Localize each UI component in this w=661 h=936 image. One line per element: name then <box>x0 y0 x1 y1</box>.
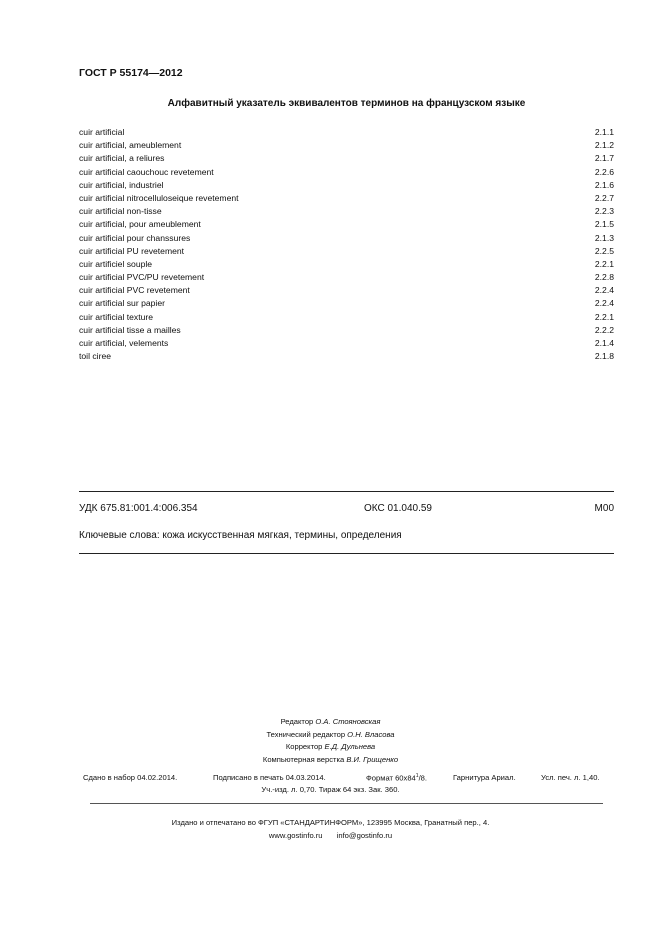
index-ref: 2.1.4 <box>594 338 614 348</box>
print-sheets: Усл. печ. л. 1,40. <box>541 773 600 782</box>
corrector-name: Е.Д. Дульнева <box>324 742 376 751</box>
publisher-info: Издано и отпечатано во ФГУП «СТАНДАРТИНФОРМ», 123995 Москва, Гранатный пер., 4. <box>171 818 490 827</box>
index-row <box>79 311 614 324</box>
index-term: toil ciree <box>79 351 111 362</box>
index-row <box>79 245 614 258</box>
index-ref: 2.2.2 <box>594 324 614 335</box>
index-term: cuir artificial nitrocelluloseique revetement <box>79 192 239 203</box>
index-ref: 2.2.4 <box>594 298 614 309</box>
index-term: cuir artificiel souple <box>79 258 153 269</box>
index-term: cuir artificial non-tisse <box>79 206 162 217</box>
index-term: cuir artificial, pour ameublement <box>79 219 201 230</box>
index-row <box>79 179 614 192</box>
credits-block <box>0 716 661 766</box>
index-term: cuir artificial, ameublement <box>79 140 182 151</box>
index-row <box>79 205 614 218</box>
index-row <box>79 350 614 363</box>
website-link[interactable]: www.gostinfo.ru <box>268 831 323 840</box>
top-divider <box>79 491 614 492</box>
tech-editor-name: О.Н. Власова <box>347 729 395 739</box>
index-term: cuir artificial PVC revetement <box>79 285 190 296</box>
index-row <box>79 324 614 337</box>
term-index-list <box>79 126 614 363</box>
index-term: cuir artificial sur papier <box>79 298 165 309</box>
index-ref: 2.1.5 <box>594 219 614 230</box>
index-term: cuir artificial PU revetement <box>79 245 185 256</box>
signed-date: Подписано в печать 04.03.2014. <box>213 773 326 782</box>
index-row <box>79 337 614 350</box>
index-term: cuir artificial tisse a mailles <box>79 324 181 335</box>
index-ref: 2.2.4 <box>594 285 614 296</box>
index-ref: 2.2.6 <box>594 166 614 177</box>
index-ref: 2.2.5 <box>594 245 614 256</box>
oks-code: ОКС 01.040.59 <box>364 503 432 514</box>
index-term: cuir artificial caouchouc revetement <box>79 166 214 177</box>
index-ref: 2.2.7 <box>594 192 614 203</box>
index-term: cuir artificial pour chanssures <box>79 232 191 243</box>
index-ref: 2.1.1 <box>594 127 614 137</box>
index-row <box>79 271 614 284</box>
index-ref: 2.1.7 <box>594 153 614 164</box>
tech-editor-line <box>0 729 661 742</box>
submitted-date: Сдано в набор 04.02.2014. <box>83 773 178 782</box>
layout-name: В.И. Грищенко <box>346 754 399 764</box>
index-row <box>79 284 614 297</box>
index-row <box>79 192 614 205</box>
format-suffix: /8. <box>418 773 428 783</box>
contacts-row <box>0 831 661 840</box>
udk-code: УДК 675.81:001.4:006.354 <box>79 503 198 514</box>
document-code: ГОСТ Р 55174—2012 <box>79 67 183 79</box>
corrector-label: Корректор <box>285 742 323 751</box>
tech-editor-label: Технический редактор <box>266 729 346 739</box>
index-ref: 2.1.8 <box>594 351 614 362</box>
editor-line <box>0 716 661 729</box>
classification-row <box>79 503 614 517</box>
page-title: Алфавитный указатель эквивалентов терминов на французском языке <box>167 98 526 109</box>
layout-label: Компьютерная верстка <box>262 754 345 764</box>
editor-name: О.А. Стояновская <box>315 717 381 726</box>
corrector-line <box>0 741 661 754</box>
index-term: cuir artificial, velements <box>79 338 169 348</box>
index-row <box>79 126 614 139</box>
index-term: cuir artificial <box>79 127 125 137</box>
index-ref: 2.2.3 <box>594 206 614 217</box>
index-ref: 2.1.6 <box>594 179 614 190</box>
email-link[interactable]: info@gostinfo.ru <box>336 831 393 840</box>
index-ref: 2.2.1 <box>594 311 614 322</box>
layout-line <box>0 754 661 767</box>
editor-label: Редактор <box>280 717 314 726</box>
index-ref: 2.1.3 <box>594 232 614 243</box>
index-ref: 2.1.2 <box>594 140 614 151</box>
index-ref: 2.2.1 <box>594 258 614 269</box>
typeface-info: Гарнитура Ариал. <box>453 773 516 782</box>
index-row <box>79 166 614 179</box>
index-row <box>79 258 614 271</box>
index-term: cuir artificial texture <box>79 311 154 322</box>
index-row <box>79 139 614 152</box>
bottom-divider <box>79 553 614 554</box>
index-row <box>79 152 614 165</box>
format-sup: 1 <box>415 773 419 779</box>
keywords: Ключевые слова: кожа искусственная мягкая, термины, определения <box>79 530 402 541</box>
separator-line <box>90 803 603 804</box>
index-row <box>79 297 614 310</box>
index-ref: 2.2.8 <box>594 272 614 283</box>
format-info <box>366 773 427 783</box>
index-term: cuir artificial, a reliures <box>79 153 165 164</box>
index-row <box>79 218 614 231</box>
format-prefix: Формат 60х84 <box>366 773 416 783</box>
index-term: cuir artificial, industriel <box>79 179 164 190</box>
index-row <box>79 232 614 245</box>
index-term: cuir artificial PVC/PU revetement <box>79 272 205 283</box>
print-info-row-2: Уч.-изд. л. 0,70. Тираж 64 экз. Зак. 360. <box>261 785 400 794</box>
category-code: М00 <box>594 503 614 514</box>
